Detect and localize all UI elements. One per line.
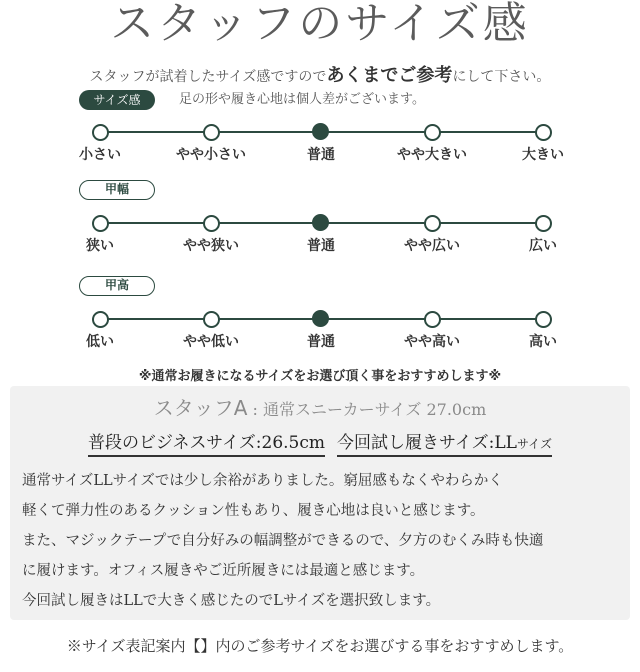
subtitle-emphasis: あくまでご参考	[326, 65, 453, 86]
scale-label: やや低い	[183, 334, 239, 350]
scale-dot-selected	[312, 123, 329, 140]
individual-difference-note: 足の形や履き心地は個人差がございます。	[179, 92, 425, 107]
recommend-note: ※通常お履きになるサイズをお選び頂く事をおすすめします※	[138, 369, 502, 384]
trial-size-suffix: サイズ	[516, 437, 552, 451]
scale-dot	[203, 215, 220, 232]
comment-line: 通常サイズLLサイズでは少し余裕がありました。窮屈感もなくやわらかく	[22, 473, 503, 489]
scale-dot	[203, 124, 220, 141]
scale-label: 低い	[86, 334, 114, 350]
scale-dot	[535, 311, 552, 328]
business-size: 普段のビジネスサイズ:26.5cm	[88, 433, 325, 457]
scale-dot	[424, 124, 441, 141]
staff-name: スタッフA	[153, 396, 248, 420]
scale-dot	[92, 311, 109, 328]
scale-dot	[203, 311, 220, 328]
scale-label: やや狭い	[183, 238, 239, 254]
subtitle-suffix: にして下さい。	[452, 69, 551, 85]
staff-header	[0, 392, 640, 421]
instep-width-badge: 甲幅	[79, 180, 155, 200]
instep-height-badge: 甲高	[79, 276, 155, 296]
trial-size-main: 今回試し履きサイズ:LL	[337, 433, 517, 453]
scale-dot-selected	[312, 310, 329, 327]
scale-dot-selected	[312, 214, 329, 231]
instep-width-scale	[0, 222, 640, 282]
scale-label: 普通	[307, 334, 335, 350]
scale-label: 広い	[529, 238, 557, 254]
scale-label: 大きい	[522, 147, 564, 163]
scale-label: 狭い	[86, 238, 114, 254]
scale-label: やや小さい	[176, 147, 246, 163]
scale-dot	[92, 124, 109, 141]
scale-label: やや広い	[404, 238, 460, 254]
scale-dot	[424, 215, 441, 232]
scale-label: 小さい	[79, 147, 121, 163]
scale-label: やや大きい	[397, 147, 467, 163]
scale-label: やや高い	[404, 334, 460, 350]
staff-usual-size: 通常スニーカーサイズ 27.0cm	[263, 400, 487, 419]
staff-separator: :	[247, 400, 263, 419]
scale-dot	[535, 124, 552, 141]
staff-sizes	[0, 428, 640, 453]
subtitle	[0, 61, 640, 87]
scale-dot	[424, 311, 441, 328]
staff-comment	[22, 466, 622, 616]
scale-label: 高い	[529, 334, 557, 350]
scale-dot	[535, 215, 552, 232]
page-title: スタッフのサイズ感	[110, 0, 530, 49]
comment-line: に履けます。オフィス履きやご近所履きには最適と感じます。	[22, 563, 425, 579]
trial-size	[337, 433, 552, 457]
comment-line: 軽くて弾力性のあるクッション性もあり、履き心地は良いと感じます。	[22, 503, 485, 519]
subtitle-prefix: スタッフが試着したサイズ感ですので	[89, 69, 327, 85]
scale-dot	[92, 215, 109, 232]
scale-label: 普通	[307, 238, 335, 254]
footer-note: ※サイズ表記案内【】内のご参考サイズをお選びする事をおすすめします。	[66, 637, 574, 655]
size-feel-badge: サイズ感	[79, 90, 155, 110]
comment-line: また、マジックテープで自分好みの幅調整ができるので、夕方のむくみ時も快適	[22, 533, 544, 549]
scale-label: 普通	[307, 147, 335, 163]
comment-line: 今回試し履きはLLで大きく感じたのでLサイズを選択致します。	[22, 593, 441, 609]
